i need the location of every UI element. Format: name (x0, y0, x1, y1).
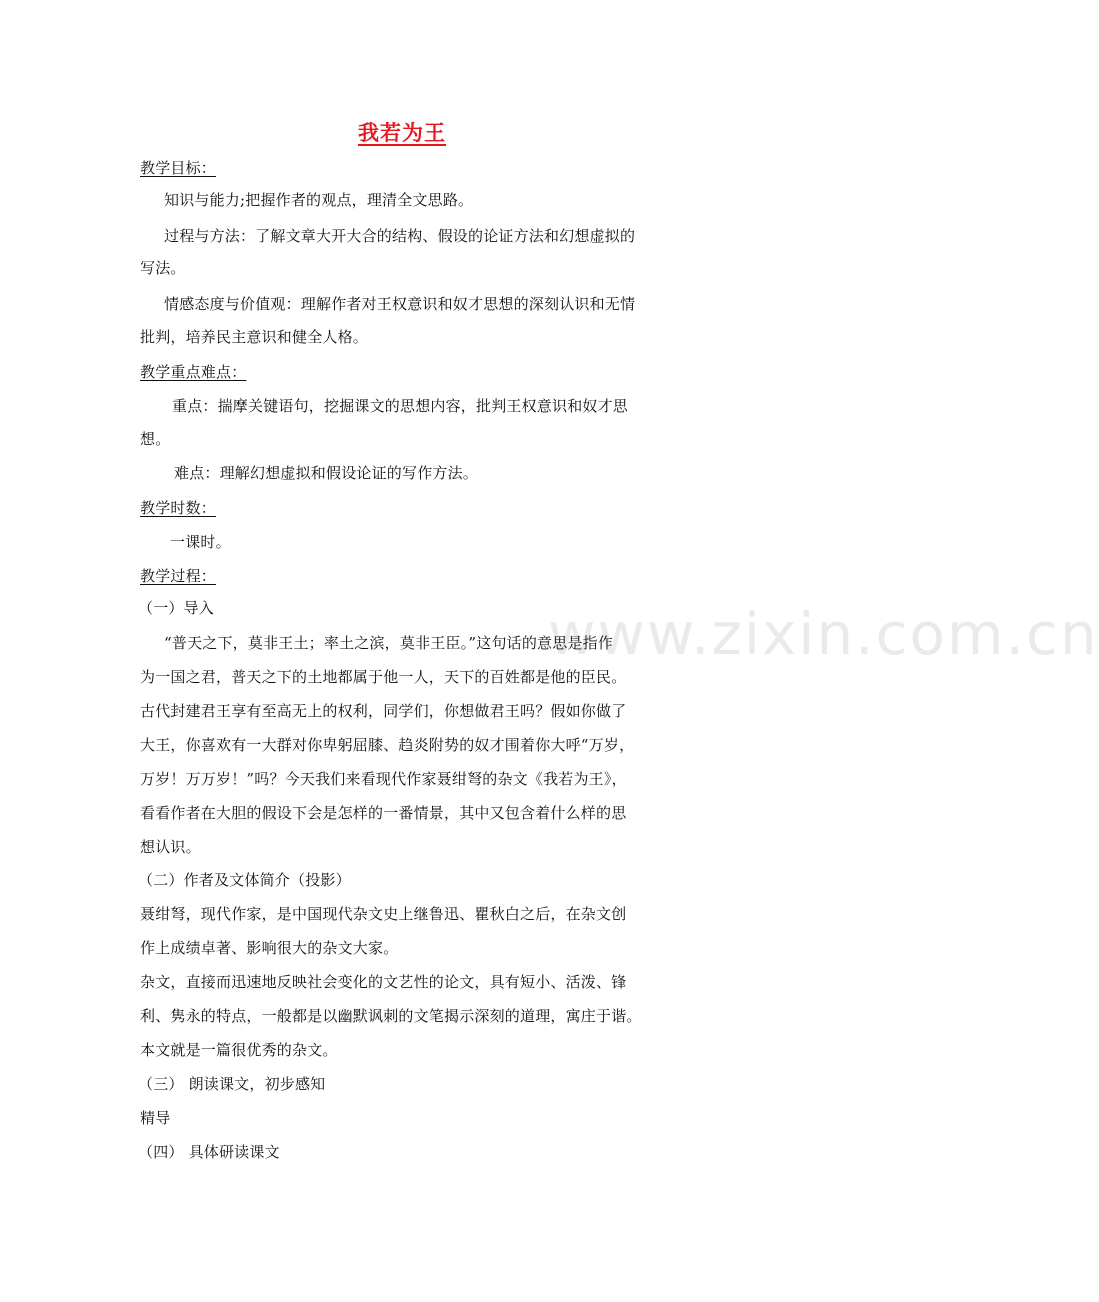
heading-teaching-process: 教学过程： (140, 567, 217, 585)
watermark: www.zixin.com.cn (548, 600, 1099, 668)
paragraph-emotion-values-line1: 情感态度与价值观：理解作者对王权意识和奴才思想的深刻认识和无情 (164, 295, 636, 313)
heading-class-hours: 教学时数： (140, 499, 217, 517)
section-author-genre: （二）作者及文体简介（投影） (138, 871, 351, 889)
paragraph-intro-line7: 想认识。 (140, 838, 201, 856)
paragraph-author-line2: 作上成绩卓著、影响很大的杂文大家。 (140, 939, 399, 957)
paragraph-intro-line2: 为一国之君，普天之下的土地都属于他一人，天下的百姓都是他的臣民。 (140, 668, 627, 686)
heading-key-difficult-points: 教学重点难点： (140, 363, 247, 381)
paragraph-process-method-line1: 过程与方法：了解文章大开大合的结构、假设的论证方法和幻想虚拟的 (164, 227, 636, 245)
paragraph-knowledge-ability: 知识与能力;把握作者的观点，理清全文思路。 (164, 191, 474, 209)
paragraph-key-point-line1: 重点：揣摩关键语句，挖掘课文的思想内容，批判王权意识和奴才思 (172, 397, 629, 415)
section-reading-aloud: （三） 朗读课文，初步感知 (138, 1075, 326, 1093)
paragraph-intro-line3: 古代封建君王享有至高无上的权利，同学们，你想做君王吗？假如你做了 (140, 702, 627, 720)
paragraph-intro-line4: 大王，你喜欢有一大群对你卑躬屈膝、趋炎附势的奴才围着你大呼“万岁， (140, 736, 635, 754)
paragraph-process-method-line2: 写法。 (140, 259, 186, 277)
page-title: 我若为王 (358, 120, 446, 145)
paragraph-difficult-point: 难点：理解幻想虚拟和假设论证的写作方法。 (174, 464, 479, 482)
paragraph-genre-line2: 利、隽永的特点，一般都是以幽默讽刺的文笔揭示深刻的道理，寓庄于谐。 (140, 1007, 642, 1025)
paragraph-genre-line3: 本文就是一篇很优秀的杂文。 (140, 1041, 338, 1059)
paragraph-key-point-line2: 想。 (140, 430, 171, 448)
paragraph-intro-line6: 看看作者在大胆的假设下会是怎样的一番情景，其中又包含着什么样的思 (140, 804, 627, 822)
paragraph-author-line1: 聂绀弩，现代作家，是中国现代杂文史上继鲁迅、瞿秋白之后，在杂文创 (140, 905, 627, 923)
section-detailed-study: （四） 具体研读课文 (138, 1143, 280, 1161)
paragraph-guidance: 精导 (140, 1109, 171, 1127)
paragraph-intro-line1: “普天之下，莫非王土；率土之滨，莫非王臣。”这句话的意思是指作 (164, 634, 614, 652)
paragraph-emotion-values-line2: 批判，培养民主意识和健全人格。 (140, 328, 369, 346)
paragraph-genre-line1: 杂文，直接而迅速地反映社会变化的文艺性的论文，具有短小、活泼、锋 (140, 973, 627, 991)
heading-teaching-goals: 教学目标： (140, 159, 217, 177)
paragraph-one-period: 一课时。 (170, 533, 231, 551)
paragraph-intro-line5: 万岁！万万岁！”吗？今天我们来看现代作家聂绀弩的杂文《我若为王》， (140, 770, 627, 788)
section-introduction: （一）导入 (138, 599, 215, 617)
